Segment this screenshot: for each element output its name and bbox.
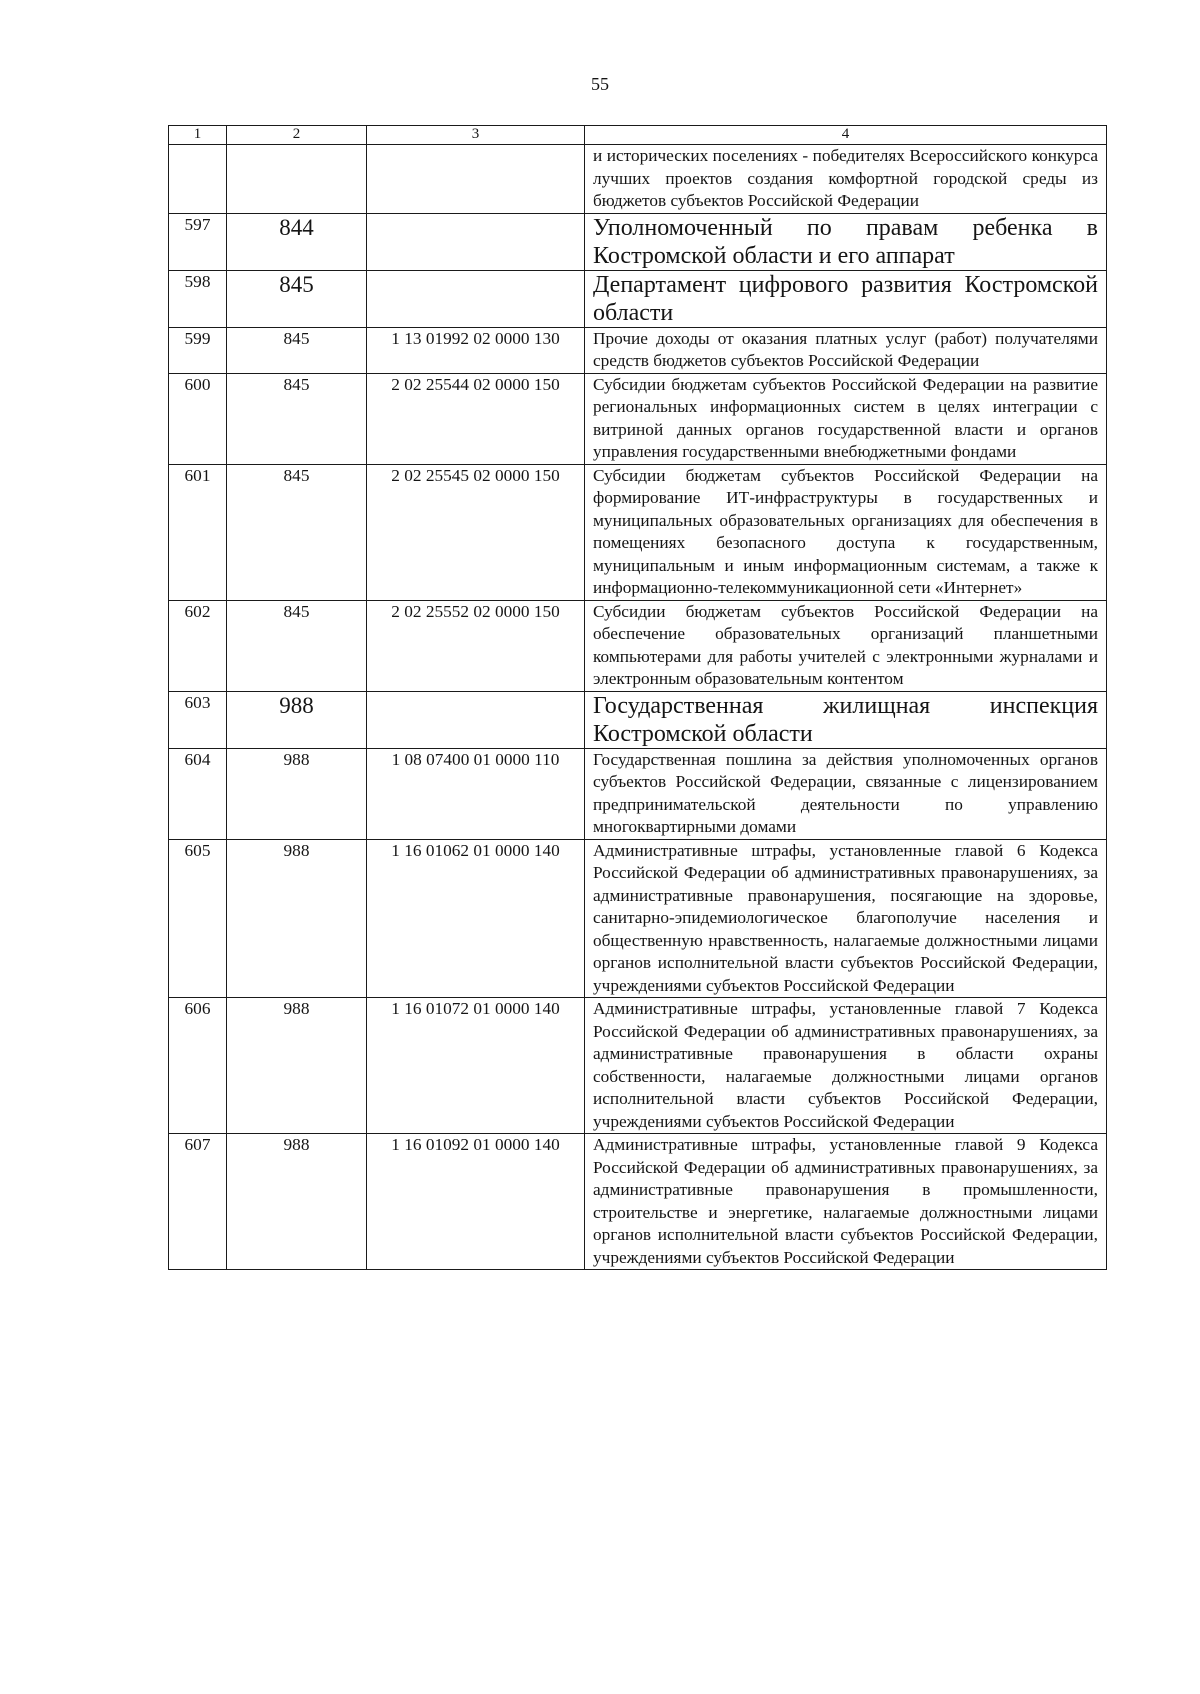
row-number-cell [169, 145, 227, 214]
column-header: 2 [227, 126, 367, 145]
column-header: 3 [367, 126, 585, 145]
column-header: 1 [169, 126, 227, 145]
income-name-cell: Административные штрафы, установленные главой 9 Кодекса Российской Федерации об административных правонарушениях, за административные правонарушения в промышленности, строительстве и энергетике, налагаемые должностными лицами органов исполнительной власти субъектов Российской Федерации, учреждениями субъектов Российской Федерации [585, 1134, 1107, 1270]
income-name-cell: Субсидии бюджетам субъектов Российской Федерации на обеспечение образовательных организаций планшетными компьютерами для работы учителей с электронными журналами и электронным образовательным контентом [585, 600, 1107, 691]
admin-code-cell: 988 [227, 1134, 367, 1270]
column-header: 4 [585, 126, 1107, 145]
table-row [169, 1134, 1107, 1270]
row-number-cell: 602 [169, 600, 227, 691]
column-number-row [169, 126, 1107, 145]
table-row [169, 998, 1107, 1134]
table-row [169, 327, 1107, 373]
row-number-cell: 600 [169, 373, 227, 464]
income-codes-table [168, 125, 1107, 1270]
table-row [169, 270, 1107, 327]
admin-code-cell: 845 [227, 270, 367, 327]
admin-code-cell: 988 [227, 748, 367, 839]
row-number-cell: 603 [169, 691, 227, 748]
income-code-cell: 1 08 07400 01 0000 110 [367, 748, 585, 839]
table-row [169, 839, 1107, 998]
income-code-cell: 2 02 25552 02 0000 150 [367, 600, 585, 691]
income-code-cell [367, 145, 585, 214]
income-name-cell: Уполномоченный по правам ребенка в Костромской области и его аппарат [585, 213, 1107, 270]
row-number-cell: 601 [169, 464, 227, 600]
income-name-cell: Прочие доходы от оказания платных услуг (работ) получателями средств бюджетов субъектов Российской Федерации [585, 327, 1107, 373]
income-name-cell: Государственная пошлина за действия уполномоченных органов субъектов Российской Федерации, связанные с лицензированием предпринимательской деятельности по управлению многоквартирными домами [585, 748, 1107, 839]
table-row [169, 464, 1107, 600]
income-code-cell: 1 16 01072 01 0000 140 [367, 998, 585, 1134]
admin-code-cell: 844 [227, 213, 367, 270]
table-row [169, 373, 1107, 464]
row-number-cell: 605 [169, 839, 227, 998]
admin-code-cell: 845 [227, 373, 367, 464]
row-number-cell: 604 [169, 748, 227, 839]
income-name-cell: и исторических поселениях - победителях Всероссийского конкурса лучших проектов создания комфортной городской среды из бюджетов субъектов Российской Федерации [585, 145, 1107, 214]
row-number-cell: 606 [169, 998, 227, 1134]
income-code-cell [367, 213, 585, 270]
income-name-cell: Департамент цифрового развития Костромской области [585, 270, 1107, 327]
table-row [169, 748, 1107, 839]
table-row [169, 213, 1107, 270]
row-number-cell: 598 [169, 270, 227, 327]
admin-code-cell: 988 [227, 691, 367, 748]
income-code-cell [367, 691, 585, 748]
row-number-cell: 597 [169, 213, 227, 270]
table-row [169, 145, 1107, 214]
income-code-cell: 2 02 25545 02 0000 150 [367, 464, 585, 600]
admin-code-cell: 988 [227, 839, 367, 998]
admin-code-cell: 845 [227, 600, 367, 691]
income-code-cell: 1 16 01092 01 0000 140 [367, 1134, 585, 1270]
admin-code-cell [227, 145, 367, 214]
income-name-cell: Субсидии бюджетам субъектов Российской Федерации на формирование ИТ-инфраструктуры в государственных и муниципальных образовательных организациях для обеспечения в помещениях безопасного доступа к государственным, муниципальным и иным информационным системам, а также к информационно-телекоммуникационной сети «Интернет» [585, 464, 1107, 600]
admin-code-cell: 988 [227, 998, 367, 1134]
admin-code-cell: 845 [227, 327, 367, 373]
admin-code-cell: 845 [227, 464, 367, 600]
table-row [169, 691, 1107, 748]
income-code-cell [367, 270, 585, 327]
income-code-cell: 1 16 01062 01 0000 140 [367, 839, 585, 998]
income-name-cell: Субсидии бюджетам субъектов Российской Федерации на развитие региональных информационных систем в целях интеграции с витриной данных органов государственной власти и органов управления государственными внебюджетными фондами [585, 373, 1107, 464]
table-body [169, 126, 1107, 1270]
table-row [169, 600, 1107, 691]
row-number-cell: 607 [169, 1134, 227, 1270]
income-code-cell: 2 02 25544 02 0000 150 [367, 373, 585, 464]
income-name-cell: Государственная жилищная инспекция Костромской области [585, 691, 1107, 748]
income-name-cell: Административные штрафы, установленные главой 7 Кодекса Российской Федерации об административных правонарушениях, за административные правонарушения в области охраны собственности, налагаемые должностными лицами органов исполнительной власти субъектов Российской Федерации, учреждениями субъектов Российской Федерации [585, 998, 1107, 1134]
income-name-cell: Административные штрафы, установленные главой 6 Кодекса Российской Федерации об административных правонарушениях, за административные правонарушения, посягающие на здоровье, санитарно-эпидемиологическое благополучие населения и общественную нравственность, налагаемые должностными лицами органов исполнительной власти субъектов Российской Федерации, учреждениями субъектов Российской Федерации [585, 839, 1107, 998]
income-code-cell: 1 13 01992 02 0000 130 [367, 327, 585, 373]
page-number: 55 [591, 74, 609, 94]
row-number-cell: 599 [169, 327, 227, 373]
